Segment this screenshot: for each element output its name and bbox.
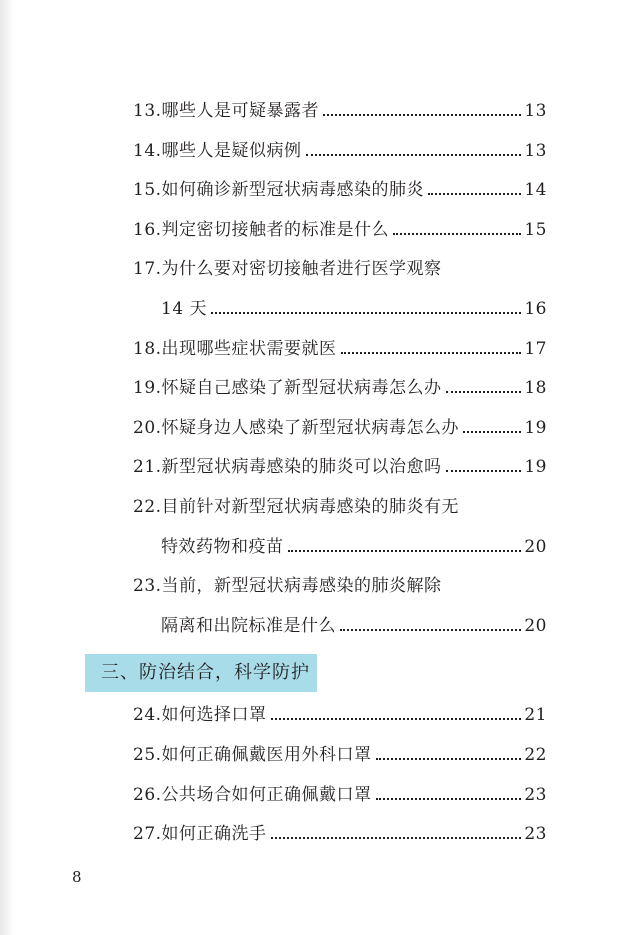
entry-number: 14. — [133, 140, 162, 161]
entry-page-number: 21 — [524, 705, 547, 726]
toc-entry-26[interactable] — [133, 776, 547, 816]
entry-number: 25. — [133, 744, 162, 765]
entry-page-number: 23 — [524, 784, 547, 805]
dot-leader — [376, 758, 522, 760]
entry-title: 如何选择口罩 — [161, 705, 267, 726]
toc-entry-24[interactable] — [133, 696, 547, 736]
entry-number: 17. — [133, 259, 162, 280]
entry-title: 哪些人是可疑暴露者 — [161, 101, 320, 121]
entry-title: 当前，新型冠状病毒感染的肺炎解除 — [161, 576, 442, 597]
entry-number: 22. — [133, 496, 162, 517]
entry-title-continued: 隔离和出院标准是什么 — [161, 615, 336, 636]
table-of-contents — [101, 92, 547, 855]
dot-leader — [446, 391, 522, 393]
dot-leader — [376, 798, 522, 800]
toc-entry-25[interactable] — [133, 736, 547, 776]
toc-entry-14[interactable] — [133, 132, 547, 172]
dot-leader — [288, 550, 522, 552]
entry-page-number: 22 — [524, 744, 547, 765]
entry-page-number: 13 — [524, 140, 547, 161]
entry-title: 新型冠状病毒感染的肺炎可以治愈吗 — [161, 457, 442, 478]
entry-page-number: 15 — [524, 219, 547, 240]
entry-number: 16. — [133, 219, 162, 240]
dot-leader — [340, 629, 521, 631]
entry-number: 18. — [133, 338, 162, 359]
toc-entry-15[interactable] — [133, 171, 547, 211]
toc-entry-17[interactable] — [133, 250, 547, 290]
dot-leader — [323, 114, 521, 116]
page-folio-number: 8 — [72, 868, 82, 886]
entry-number: 19. — [133, 378, 162, 399]
entry-title-continued: 14 天 — [161, 298, 208, 319]
entry-title: 如何正确佩戴医用外科口罩 — [161, 744, 372, 765]
entry-page-number: 17 — [524, 338, 547, 359]
page-edge-shadow — [0, 0, 14, 935]
entry-page-number: 19 — [524, 457, 547, 478]
entry-page-number: 20 — [524, 536, 547, 557]
dot-leader — [446, 470, 522, 472]
entry-page-number: 16 — [524, 298, 547, 319]
section-heading[interactable]: 三、防治结合，科学防护 — [85, 654, 317, 692]
entry-title: 为什么要对密切接触者进行医学观察 — [161, 259, 442, 280]
entry-page-number: 23 — [524, 824, 547, 845]
entry-title: 怀疑自己感染了新型冠状病毒怎么办 — [161, 378, 442, 399]
entry-title: 出现哪些症状需要就医 — [161, 338, 337, 359]
entry-number: 26. — [133, 784, 162, 805]
toc-entry-18[interactable] — [133, 330, 547, 370]
entry-title: 判定密切接触者的标准是什么 — [161, 219, 390, 240]
entry-number: 13. — [133, 101, 162, 121]
dot-leader — [463, 431, 521, 433]
toc-entry-22[interactable] — [133, 488, 547, 528]
toc-entry-19[interactable] — [133, 369, 547, 409]
entry-number: 24. — [133, 705, 162, 726]
toc-entry-17-continued[interactable] — [133, 290, 547, 330]
entry-page-number: 20 — [524, 615, 547, 636]
entry-page-number: 18 — [524, 378, 547, 399]
toc-entry-23[interactable] — [133, 567, 547, 607]
entry-title: 如何确诊新型冠状病毒感染的肺炎 — [161, 180, 425, 201]
entry-number: 27. — [133, 824, 162, 845]
entry-number: 23. — [133, 576, 162, 597]
dot-leader — [341, 352, 522, 354]
dot-leader — [271, 837, 522, 839]
dot-leader — [428, 193, 521, 195]
toc-entry-13[interactable] — [133, 92, 547, 132]
entry-page-number: 13 — [524, 101, 547, 121]
entry-title: 怀疑身边人感染了新型冠状病毒怎么办 — [161, 417, 460, 438]
entry-number: 20. — [133, 417, 162, 438]
toc-entry-22-continued[interactable] — [133, 528, 547, 568]
dot-leader — [211, 312, 521, 314]
dot-leader — [393, 233, 521, 235]
entry-page-number: 14 — [524, 180, 547, 201]
entry-title: 目前针对新型冠状病毒感染的肺炎有无 — [161, 496, 460, 517]
entry-number: 15. — [133, 180, 162, 201]
toc-entry-20[interactable] — [133, 409, 547, 449]
section-heading-row — [101, 646, 547, 696]
entry-number: 21. — [133, 457, 162, 478]
toc-entry-21[interactable] — [133, 448, 547, 488]
toc-entry-23-continued[interactable] — [133, 607, 547, 647]
entry-title: 如何正确洗手 — [161, 824, 267, 845]
dot-leader — [306, 154, 522, 156]
dot-leader — [271, 718, 522, 720]
entry-title: 公共场合如何正确佩戴口罩 — [161, 784, 372, 805]
toc-entry-27[interactable] — [133, 815, 547, 855]
entry-page-number: 19 — [524, 417, 547, 438]
entry-title: 哪些人是疑似病例 — [161, 140, 302, 161]
toc-entry-16[interactable] — [133, 211, 547, 251]
entry-title-continued: 特效药物和疫苗 — [161, 536, 284, 557]
